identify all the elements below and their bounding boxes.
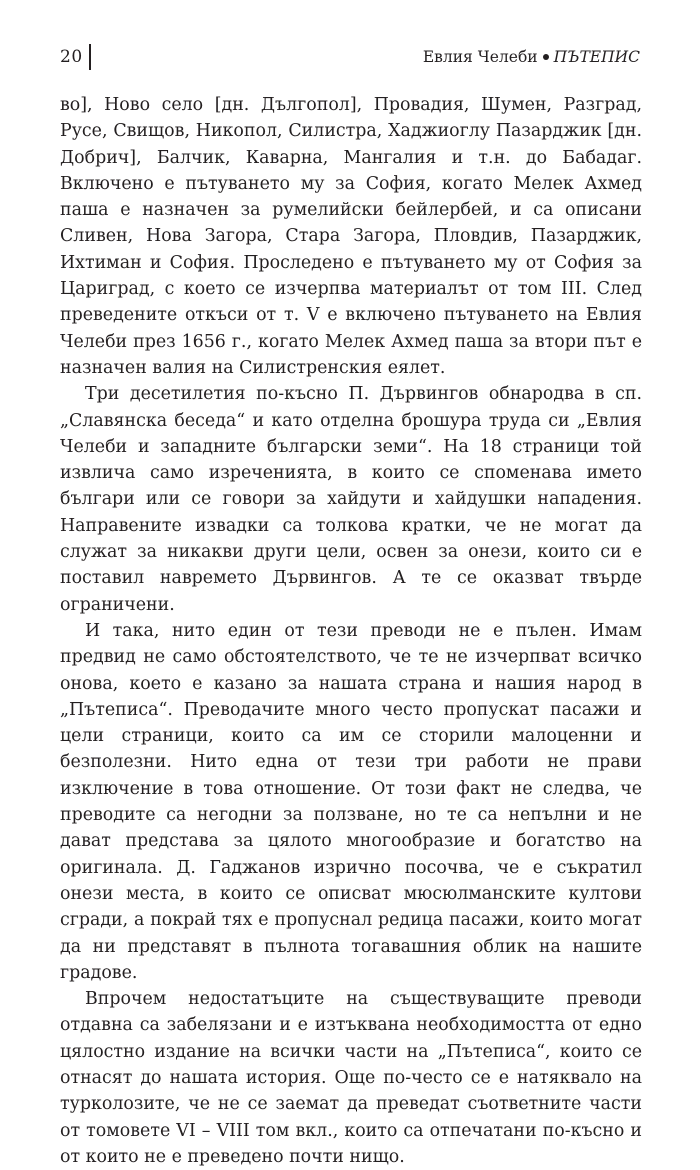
author-name: Евлия Челеби <box>422 48 538 66</box>
paragraph-3: И така, нито един от тези преводи не е пълен. Имам предвид не само обстоятелството, че те не изчерпват всичко онова, което е казано за нашата страна и нашия народ в „Пътеписа“. Преводачите много често пропускат пасажи и цели страници, които са им се сторили малоценни и безполезни. Нито една от тези три работи не прави изключение в това отношение. От този факт не следва, че преводите са негодни за ползване, но те са непълни и не дават представа за цялото многообразие и богатство на оригинала. Д. Гаджанов изрично посочва, че е съкратил онези места, в които се описват мюсюлманските култови сгради, а покрай тях е пропуснал редица пасажи, които могат да ни представят в пълнота тогавашния облик на нашите градове. <box>60 620 642 983</box>
paragraph-2: Три десетилетия по-късно П. Дървингов обнародва в сп. „Славянска беседа“ и като отделна брошура труда си „Евлия Челеби и западните български земи“. На 18 страници той извлича само изреченията, в които се споменава името българи или се говори за хайдути и хайдушки нападения. Направените извадки са толкова кратки, че не могат да служат за никакви други цели, освен за онези, които си е поставил навремето Дървингов. А те се оказват твърде ограничени. <box>60 384 642 615</box>
header-divider <box>89 44 91 70</box>
running-header <box>60 44 640 72</box>
bullet-icon <box>543 54 549 60</box>
page-body <box>60 92 642 1170</box>
page-number: 20 <box>60 47 83 67</box>
running-head <box>423 48 640 66</box>
paragraph-4: Впрочем недостатъците на съществуващите преводи отдавна са забелязани и е изтъквана необходимостта от едно цялостно издание на всички части на „Пътеписа“, които се отнасят до нашата история. Още по-често се е натяквало на турколозите, че не се заемат да преведат съответните части от томовете VI – VIII том вкл., които са отпечатани по-късно и от които не е преведено почти нищо. <box>60 989 642 1167</box>
paragraph-1: во], Ново село [дн. Дългопол], Провадия, Шумен, Разград, Русе, Свищов, Никопол, Силистра, Хаджиоглу Пазарджик [дн. Добрич], Балчик, Каварна, Мангалия и т.н. до Бабадаг. Включено е пътуването му за София, когато Мелек Ахмед паша е назначен за румелийски бейлербей, и са описани Сливен, Нова Загора, Стара Загора, Пловдив, Пазарджик, Ихтиман и София. Проследено е пътуването му от София за Цариград, с което се изчерпва материалът от том III. След преведените откъси от т. V е включено пътуването на Евлия Челеби през 1656 г., когато Мелек Ахмед паша за втори път е назначен валия на Силистренския еялет. <box>60 95 642 378</box>
book-title: ПЪТЕПИС <box>553 48 640 66</box>
